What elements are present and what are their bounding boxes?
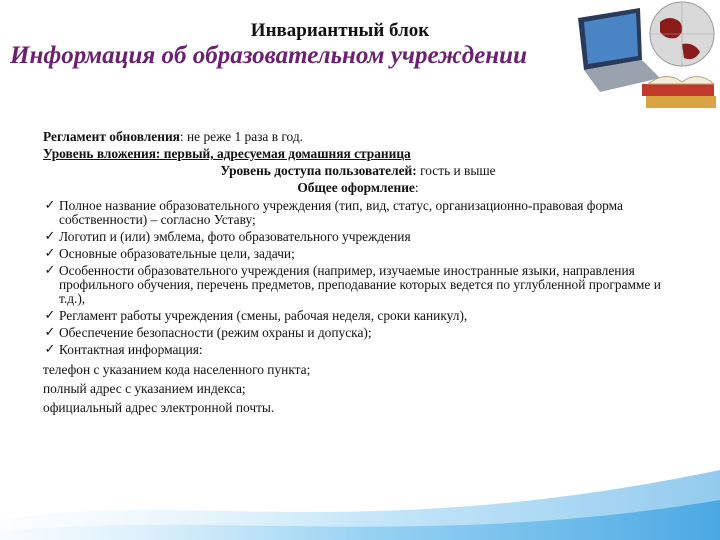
checkmark-icon: ✓ bbox=[44, 263, 56, 278]
requirements-list bbox=[43, 199, 673, 357]
access-level-value: гость и выше bbox=[416, 163, 496, 178]
checkmark-icon: ✓ bbox=[44, 198, 56, 213]
books-icon bbox=[642, 76, 716, 108]
checkmark-icon: ✓ bbox=[44, 308, 56, 323]
list-item bbox=[43, 326, 673, 340]
globe-icon bbox=[650, 2, 714, 66]
contact-phone: телефон с указанием кода населенного пункта; bbox=[43, 362, 311, 377]
general-design-colon: : bbox=[414, 180, 419, 195]
list-item-text: Полное название образовательного учреждения (тип, вид, статус, организационно-правовая форма собственности) – согласно Уставу; bbox=[59, 198, 623, 227]
checkmark-icon: ✓ bbox=[44, 325, 56, 340]
contact-address: полный адрес с указанием индекса; bbox=[43, 381, 246, 396]
contact-email: официальный адрес электронной почты. bbox=[43, 400, 275, 415]
update-regulation-value: : не реже 1 раза в год. bbox=[179, 129, 304, 144]
bottom-wave-decoration bbox=[0, 450, 720, 540]
list-item bbox=[43, 230, 673, 244]
checkmark-icon: ✓ bbox=[44, 229, 56, 244]
list-item-text: Контактная информация: bbox=[59, 342, 203, 357]
checkmark-icon: ✓ bbox=[44, 246, 56, 261]
list-item-text: Логотип и (или) эмблема, фото образовательного учреждения bbox=[59, 229, 411, 244]
content-body bbox=[43, 128, 673, 417]
update-regulation-label: Регламент обновления bbox=[43, 129, 180, 144]
access-level-line bbox=[43, 162, 673, 179]
general-design-line bbox=[43, 179, 673, 196]
nesting-level-value: адресуемая домашняя страница bbox=[213, 146, 411, 161]
list-item bbox=[43, 247, 673, 261]
nesting-level-label: Уровень вложения: первый, bbox=[43, 146, 214, 161]
block-subtitle: Инвариантный блок bbox=[250, 20, 430, 41]
list-item bbox=[43, 199, 673, 227]
list-item-text: Обеспечение безопасности (режим охраны и допуска); bbox=[59, 325, 372, 340]
list-item bbox=[43, 309, 673, 323]
page-title: Информация об образовательном учреждении bbox=[10, 42, 527, 69]
list-item-text: Особенности образовательного учреждения (например, изучаемые иностранные языки, направления профильного обучения, перечень предметов, преподавание которых ведется по углубленной программе и т.д.), bbox=[59, 263, 661, 306]
contact-details bbox=[43, 360, 673, 417]
list-item-text: Основные образовательные цели, задачи; bbox=[59, 246, 295, 261]
list-item-text: Регламент работы учреждения (смены, рабочая неделя, сроки каникул), bbox=[59, 308, 468, 323]
update-regulation-line bbox=[43, 128, 673, 145]
list-item bbox=[43, 343, 673, 357]
checkmark-icon: ✓ bbox=[44, 342, 56, 357]
list-item bbox=[43, 264, 673, 306]
access-level-label: Уровень доступа пользователей: bbox=[220, 163, 417, 178]
nesting-level-line bbox=[43, 145, 673, 162]
general-design-label: Общее оформление bbox=[297, 180, 415, 195]
